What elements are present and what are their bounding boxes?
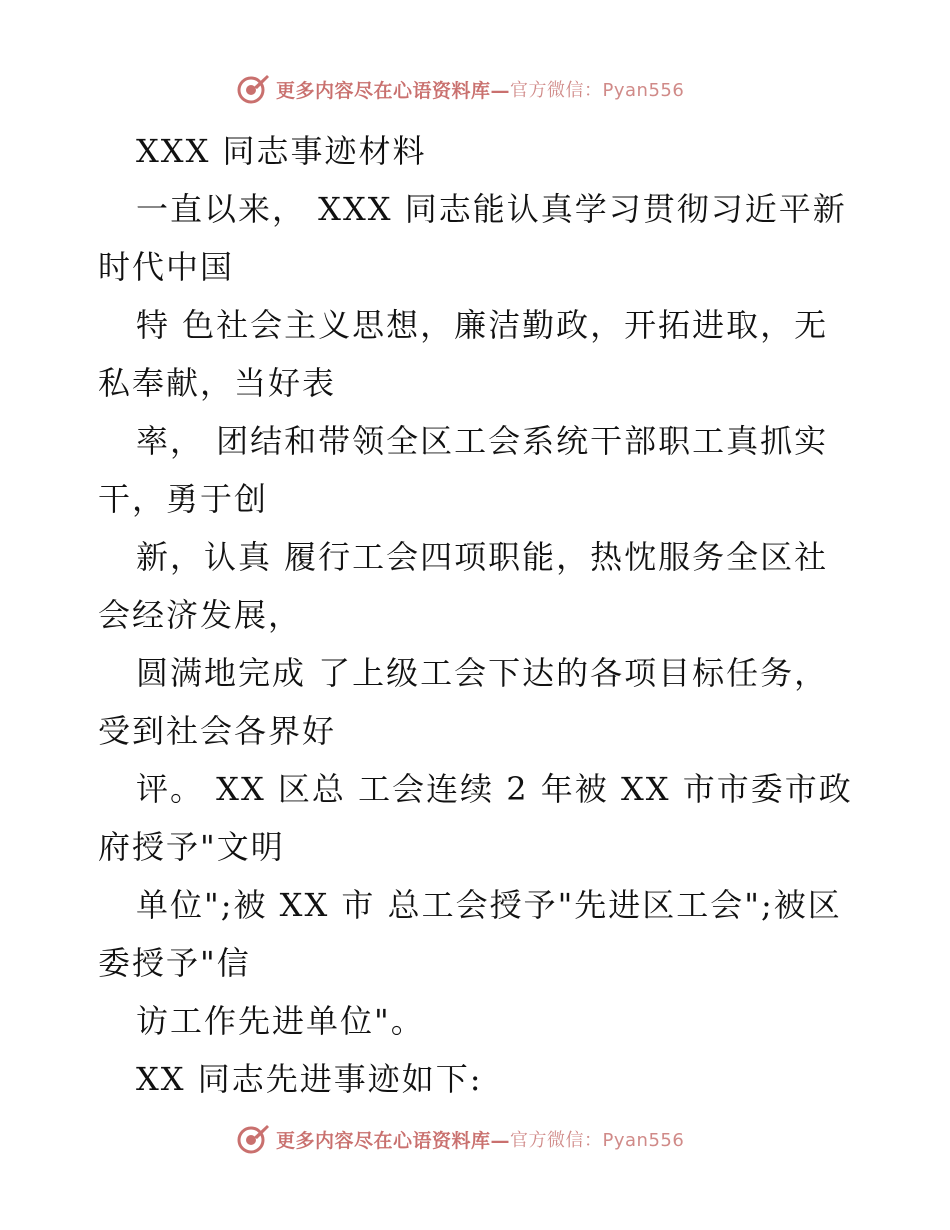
document-body <box>98 122 878 1108</box>
paragraph-line: 干，勇于创 <box>98 480 269 518</box>
paragraph-line: 评。 XX 区总 工会连续 2 年被 XX 市市委市政 <box>136 770 853 808</box>
paragraph-line: 率， 团结和带领全区工会系统干部职工真抓实 <box>136 422 829 460</box>
paragraph-line: 新，认真 履行工会四项职能，热忱服务全区社 <box>136 538 829 576</box>
paragraph-line: 会经济发展， <box>98 596 303 634</box>
pen-logo-icon <box>236 72 270 106</box>
paragraph-line: 受到社会各界好 <box>98 712 337 750</box>
footer-banner[interactable] <box>236 1122 684 1156</box>
footer-banner-text: 更多内容尽在心语资料库— <box>276 1129 511 1152</box>
paragraph-line: 圆满地完成 了上级工会下达的各项目标任务， <box>136 654 829 692</box>
paragraph-line: 访工作先进单位"。 <box>136 1002 425 1040</box>
header-banner[interactable] <box>236 72 684 106</box>
header-wechat-text: 官方微信：Pyan556 <box>510 80 685 101</box>
paragraph-line: 特 色社会主义思想，廉洁勤政，开拓进取，无 <box>136 306 829 344</box>
paragraph-line: 委授予"信 <box>98 944 251 982</box>
document-title: XXX 同志事迹材料 <box>136 132 427 170</box>
paragraph-line: 府授予"文明 <box>98 828 285 866</box>
footer-wechat-text: 官方微信：Pyan556 <box>510 1130 685 1151</box>
paragraph-line: 单位";被 XX 市 总工会授予"先进区工会";被区 <box>136 886 842 924</box>
paragraph-line: 私奉献，当好表 <box>98 364 337 402</box>
paragraph-line: 一直以来， XXX 同志能认真学习贯彻习近平新 <box>136 190 847 228</box>
paragraph-line: XX 同志先进事迹如下: <box>136 1060 483 1098</box>
paragraph-line: 时代中国 <box>98 248 235 286</box>
header-banner-text: 更多内容尽在心语资料库— <box>276 79 511 102</box>
pen-logo-icon <box>236 1122 270 1156</box>
